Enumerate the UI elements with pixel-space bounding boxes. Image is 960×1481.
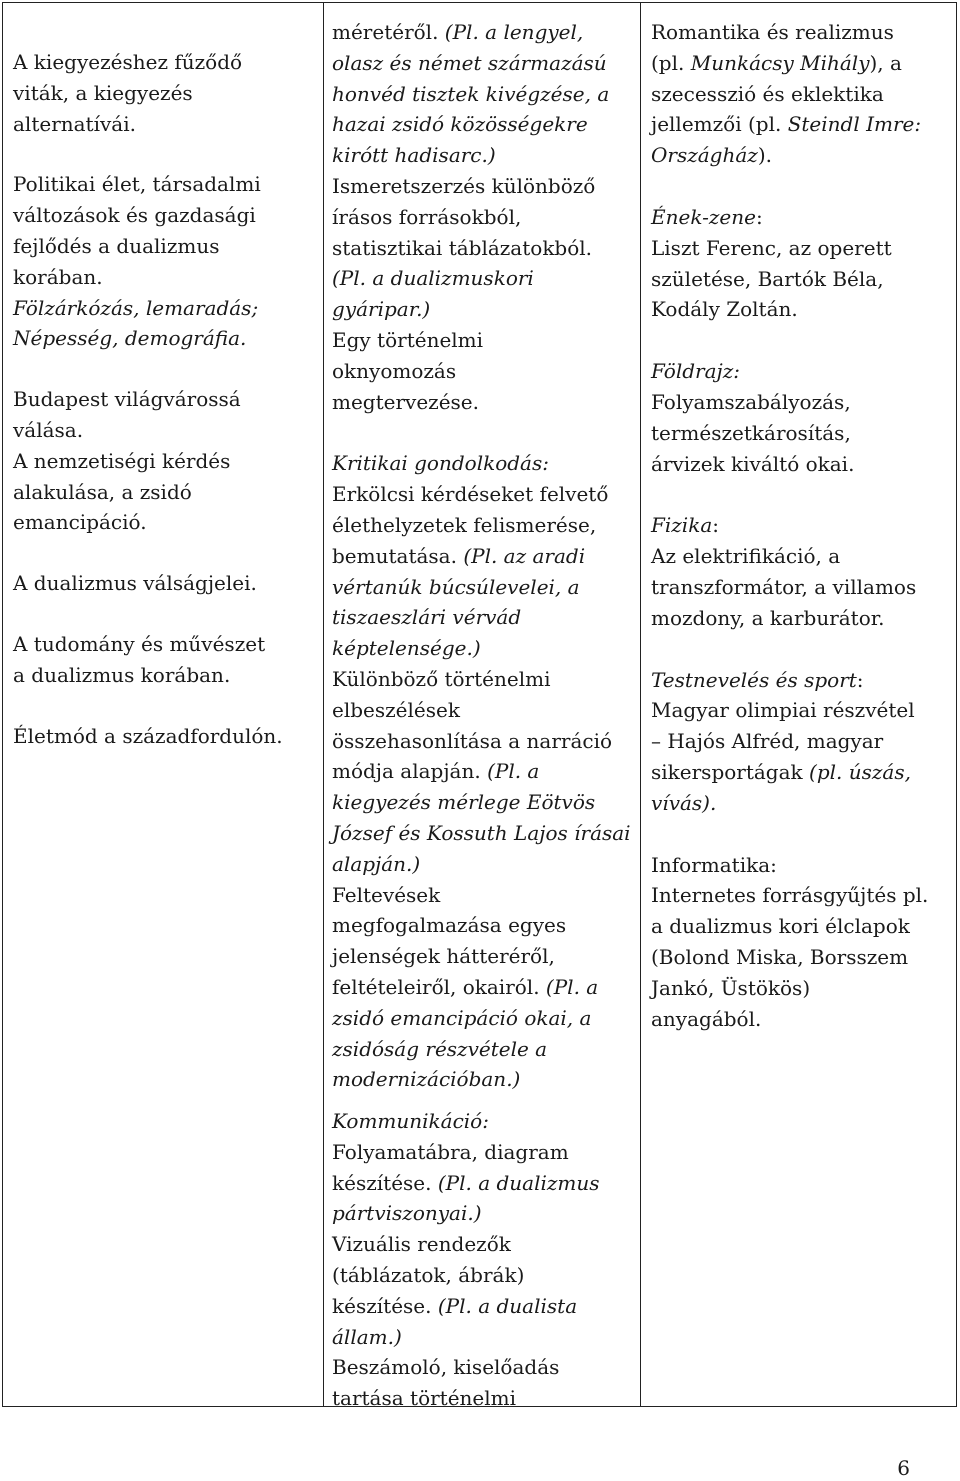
kommunikacio-label: Kommunikáció: <box>332 1109 489 1133</box>
fizika-block: Fizika: Az elektrifikáció, a transzformátor, a villamos mozdony, a karburátor. <box>651 513 917 630</box>
informatika-label: Informatika: <box>651 852 777 877</box>
content-table <box>2 2 957 1411</box>
skills-column <box>323 3 640 1411</box>
skills-block-main: méretéről. (Pl. a lengyel, olasz és német származású honvéd tisztek kivégzése, a hazai zsidó közösségekre kirótt hadisarc.) Ismeretszerzés különböző írásos forrásokból, statisztikai táblázatokból. (Pl. a dualizmuskori gyáripar.) Egy történelmi oknyomozás megtervezése. <box>332 20 610 414</box>
page-number: 6 <box>897 1456 910 1480</box>
enek-zene-block: Ének-zene: Liszt Ferenc, az operett születése, Bartók Béla, Kodály Zoltán. <box>651 204 892 322</box>
topic-eletmod: Életmód a századfordulón. <box>13 723 283 748</box>
romantika-block: Romantika és realizmus (pl. Munkácsy Mihály), a szecesszió és eklektika jellemzői (pl. Steindl Imre: Országház). <box>651 20 922 168</box>
foldrajz-block: Földrajz: Folyamszabályozás, természetkárosítás, árvizek kiváltó okai. <box>651 359 855 476</box>
connections-column <box>640 3 958 1406</box>
skills-block-kritikai: Kritikai gondolkodás: Erkölcsi kérdéseket felvető élethelyzetek felismerése, bemutatása. (Pl. az aradi vértanúk búcsúlevelei, a tiszaeszlári vérvád képtelensége.) Különböző történelmi elbeszélések összehasonlítása a narráció módja alapján. (Pl. a kiegyezés mérlege Eötvös József és Kossuth Lajos írásai alapján.) Feltevések megfogalmazása egyes jelenségek hátteréről, feltételeiről, okairól. (Pl. a zsidó emancipáció okai, a zsidóság részvétele a modernizációban.) <box>332 451 631 1092</box>
topic-valsagjelei: A dualizmus válságjelei. <box>13 571 257 596</box>
topic-budapest: Budapest világvárossá válása. <box>13 387 241 442</box>
informatika-block: Informatika: Internetes forrásgyűjtés pl. a dualizmus kori élclapok (Bolond Miska, Borsszem Jankó, Üstökös) anyagából. <box>651 852 929 1031</box>
foldrajz-label: Földrajz: <box>651 359 740 384</box>
topic-nemzetisegi: A nemzetiségi kérdés alakulása, a zsidó emancipáció. <box>13 448 231 535</box>
topic-kiegyezes: A kiegyezéshez fűződő viták, a kiegyezés alternatívái. <box>13 50 243 136</box>
kritikai-label: Kritikai gondolkodás: <box>332 451 549 476</box>
topics-column <box>3 3 323 1406</box>
enek-zene-label: Ének-zene <box>651 204 756 229</box>
topic-politikai-elet: Politikai élet, társadalmi változások és gazdasági fejlődés a dualizmus korában. Fölzárkózás, lemaradás; Népesség, demográfia. <box>13 172 261 351</box>
testneveles-block: Testnevelés és sport: Magyar olimpiai részvétel – Hajós Alfréd, magyar sikersportágak (pl. úszás, vívás). <box>651 667 915 815</box>
skills-block-kommunikacio: Kommunikáció: Folyamatábra, diagram készítése. (Pl. a dualizmus pártviszonyai.) Vizuális rendezők (táblázatok, ábrák) készítése. (Pl. a dualista állam.) Beszámoló, kiselőadás tartása történelmi <box>332 1109 600 1411</box>
fizika-label: Fizika <box>651 513 713 538</box>
testneveles-label: Testnevelés és sport <box>651 667 857 692</box>
topic-tudomany: A tudomány és művészet a dualizmus korában. <box>13 631 266 687</box>
